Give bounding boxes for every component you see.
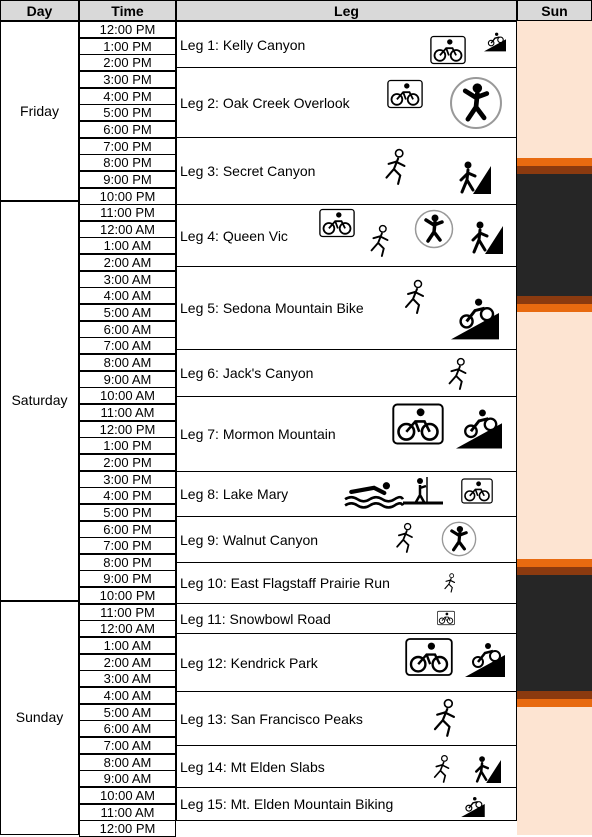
runner-icon bbox=[441, 572, 459, 594]
leg-row bbox=[176, 349, 517, 397]
leg-name: Leg 4: Queen Vic bbox=[180, 227, 288, 244]
runner-icon bbox=[427, 698, 463, 738]
time-cell: 3:00 PM bbox=[79, 71, 176, 88]
time-cell: 1:00 PM bbox=[79, 437, 176, 454]
time-cell: 7:00 PM bbox=[79, 537, 176, 554]
time-cell: 11:00 AM bbox=[79, 404, 176, 421]
time-cell: 3:00 AM bbox=[79, 271, 176, 288]
time-cell: 10:00 AM bbox=[79, 387, 176, 404]
mountain-bike-icon bbox=[484, 31, 506, 53]
leg-name: Leg 3: Secret Canyon bbox=[180, 163, 316, 179]
leg-name: Leg 5: Sedona Mountain Bike bbox=[180, 300, 364, 316]
time-cell: 8:00 PM bbox=[79, 154, 176, 171]
header-sun: Sun bbox=[517, 0, 592, 21]
time-cell: 7:00 AM bbox=[79, 737, 176, 754]
time-cell: 5:00 PM bbox=[79, 104, 176, 121]
leg-row bbox=[176, 562, 517, 604]
time-cell: 12:00 PM bbox=[79, 21, 176, 38]
runner-icon bbox=[365, 224, 395, 258]
leg-name: Leg 8: Lake Mary bbox=[180, 486, 289, 502]
hiker-icon bbox=[469, 220, 503, 254]
runner-icon bbox=[429, 754, 455, 784]
header-leg: Leg bbox=[176, 0, 517, 21]
climbing-icon bbox=[445, 76, 507, 130]
time-cell: 2:00 AM bbox=[79, 254, 176, 271]
time-cell: 6:00 AM bbox=[79, 720, 176, 737]
climbing-icon bbox=[411, 209, 457, 249]
mountain-bike-icon bbox=[451, 297, 499, 341]
leg-row bbox=[176, 691, 517, 746]
time-cell: 12:00 AM bbox=[79, 620, 176, 637]
sunrise-orange-band bbox=[517, 699, 592, 707]
time-cell: 2:00 PM bbox=[79, 54, 176, 71]
time-cell: 4:00 PM bbox=[79, 88, 176, 105]
runner-icon bbox=[399, 279, 431, 315]
time-cell: 8:00 AM bbox=[79, 354, 176, 371]
swimmer-icon bbox=[343, 476, 405, 510]
time-cell: 9:00 PM bbox=[79, 570, 176, 587]
bike-icon bbox=[405, 636, 453, 678]
leg-name: Leg 14: Mt Elden Slabs bbox=[180, 758, 325, 775]
bike-icon bbox=[461, 477, 493, 505]
time-cell: 11:00 PM bbox=[79, 604, 176, 621]
bike-icon bbox=[437, 610, 455, 626]
runner-icon bbox=[379, 148, 413, 186]
time-cell: 8:00 PM bbox=[79, 554, 176, 571]
leg-row bbox=[176, 787, 517, 821]
leg-name: Leg 10: East Flagstaff Prairie Run bbox=[180, 575, 390, 591]
time-cell: 1:00 AM bbox=[79, 637, 176, 654]
time-cell: 6:00 AM bbox=[79, 321, 176, 338]
time-cell: 6:00 PM bbox=[79, 121, 176, 138]
time-cell: 2:00 AM bbox=[79, 654, 176, 671]
leg-name: Leg 9: Walnut Canyon bbox=[180, 531, 319, 548]
bike-icon bbox=[319, 207, 355, 239]
time-cell: 10:00 PM bbox=[79, 188, 176, 205]
sunrise-brown-band bbox=[517, 296, 592, 304]
header-day: Day bbox=[0, 0, 79, 21]
runner-icon bbox=[391, 522, 419, 554]
leg-row bbox=[176, 266, 517, 350]
time-cell: 10:00 PM bbox=[79, 587, 176, 604]
night-band bbox=[517, 174, 592, 296]
time-cell: 1:00 AM bbox=[79, 237, 176, 254]
leg-name: Leg 1: Kelly Canyon bbox=[180, 36, 306, 53]
climbing-icon bbox=[439, 521, 479, 557]
time-cell: 2:00 PM bbox=[79, 454, 176, 471]
sunrise-brown-band bbox=[517, 691, 592, 699]
time-cell: 11:00 AM bbox=[79, 804, 176, 821]
day-label-saturday: Saturday bbox=[11, 392, 68, 408]
time-cell: 5:00 AM bbox=[79, 304, 176, 321]
leg-row bbox=[176, 516, 517, 563]
time-cell: 12:00 PM bbox=[79, 820, 176, 837]
time-cell: 6:00 PM bbox=[79, 521, 176, 538]
time-cell: 4:00 AM bbox=[79, 687, 176, 704]
paddleboard-icon bbox=[399, 475, 447, 509]
sunrise-orange-band bbox=[517, 304, 592, 312]
time-cell: 7:00 AM bbox=[79, 337, 176, 354]
time-cell: 4:00 AM bbox=[79, 287, 176, 304]
leg-name: Leg 11: Snowbowl Road bbox=[180, 610, 331, 627]
mountain-bike-icon bbox=[456, 409, 502, 449]
leg-row bbox=[176, 204, 517, 267]
leg-name: Leg 13: San Francisco Peaks bbox=[180, 710, 363, 727]
sunset-orange-band bbox=[517, 559, 592, 567]
time-cell: 4:00 PM bbox=[79, 487, 176, 504]
time-cell: 12:00 PM bbox=[79, 421, 176, 438]
time-cell: 9:00 AM bbox=[79, 770, 176, 787]
leg-row bbox=[176, 603, 517, 634]
sunset-orange-band bbox=[517, 158, 592, 166]
mountain-bike-icon bbox=[461, 797, 485, 817]
leg-row bbox=[176, 745, 517, 788]
leg-row bbox=[176, 21, 517, 68]
leg-row bbox=[176, 137, 517, 205]
time-cell: 12:00 AM bbox=[79, 221, 176, 238]
night-band bbox=[517, 575, 592, 691]
time-cell: 10:00 AM bbox=[79, 787, 176, 804]
leg-name: Leg 15: Mt. Elden Mountain Biking bbox=[180, 796, 394, 812]
bike-icon bbox=[392, 402, 444, 446]
leg-row bbox=[176, 633, 517, 692]
time-cell: 9:00 PM bbox=[79, 171, 176, 188]
leg-row bbox=[176, 396, 517, 472]
day-label-sunday: Sunday bbox=[15, 709, 64, 725]
time-cell: 5:00 PM bbox=[79, 504, 176, 521]
mountain-bike-icon bbox=[465, 642, 505, 678]
bike-icon bbox=[387, 78, 423, 110]
leg-name: Leg 2: Oak Creek Overlook bbox=[180, 94, 350, 111]
time-cell: 8:00 AM bbox=[79, 754, 176, 771]
leg-row bbox=[176, 471, 517, 517]
time-cell: 9:00 AM bbox=[79, 371, 176, 388]
bike-icon bbox=[430, 34, 466, 66]
leg-row bbox=[176, 67, 517, 138]
runner-icon bbox=[443, 357, 473, 391]
time-cell: 11:00 PM bbox=[79, 204, 176, 221]
sunset-brown-band bbox=[517, 567, 592, 575]
header-time: Time bbox=[79, 0, 176, 21]
sunset-brown-band bbox=[517, 166, 592, 174]
hiker-icon bbox=[457, 160, 491, 194]
time-cell: 3:00 PM bbox=[79, 471, 176, 488]
leg-name: Leg 12: Kendrick Park bbox=[180, 654, 318, 671]
sun-daylight-bg bbox=[517, 21, 592, 835]
leg-name: Leg 6: Jack's Canyon bbox=[180, 365, 314, 381]
time-cell: 5:00 AM bbox=[79, 704, 176, 721]
leg-name: Leg 7: Mormon Mountain bbox=[180, 426, 336, 442]
hiker-icon bbox=[473, 754, 501, 784]
time-cell: 1:00 PM bbox=[79, 38, 176, 55]
time-cell: 3:00 AM bbox=[79, 670, 176, 687]
day-label-friday: Friday bbox=[20, 103, 59, 119]
time-cell: 7:00 PM bbox=[79, 138, 176, 155]
